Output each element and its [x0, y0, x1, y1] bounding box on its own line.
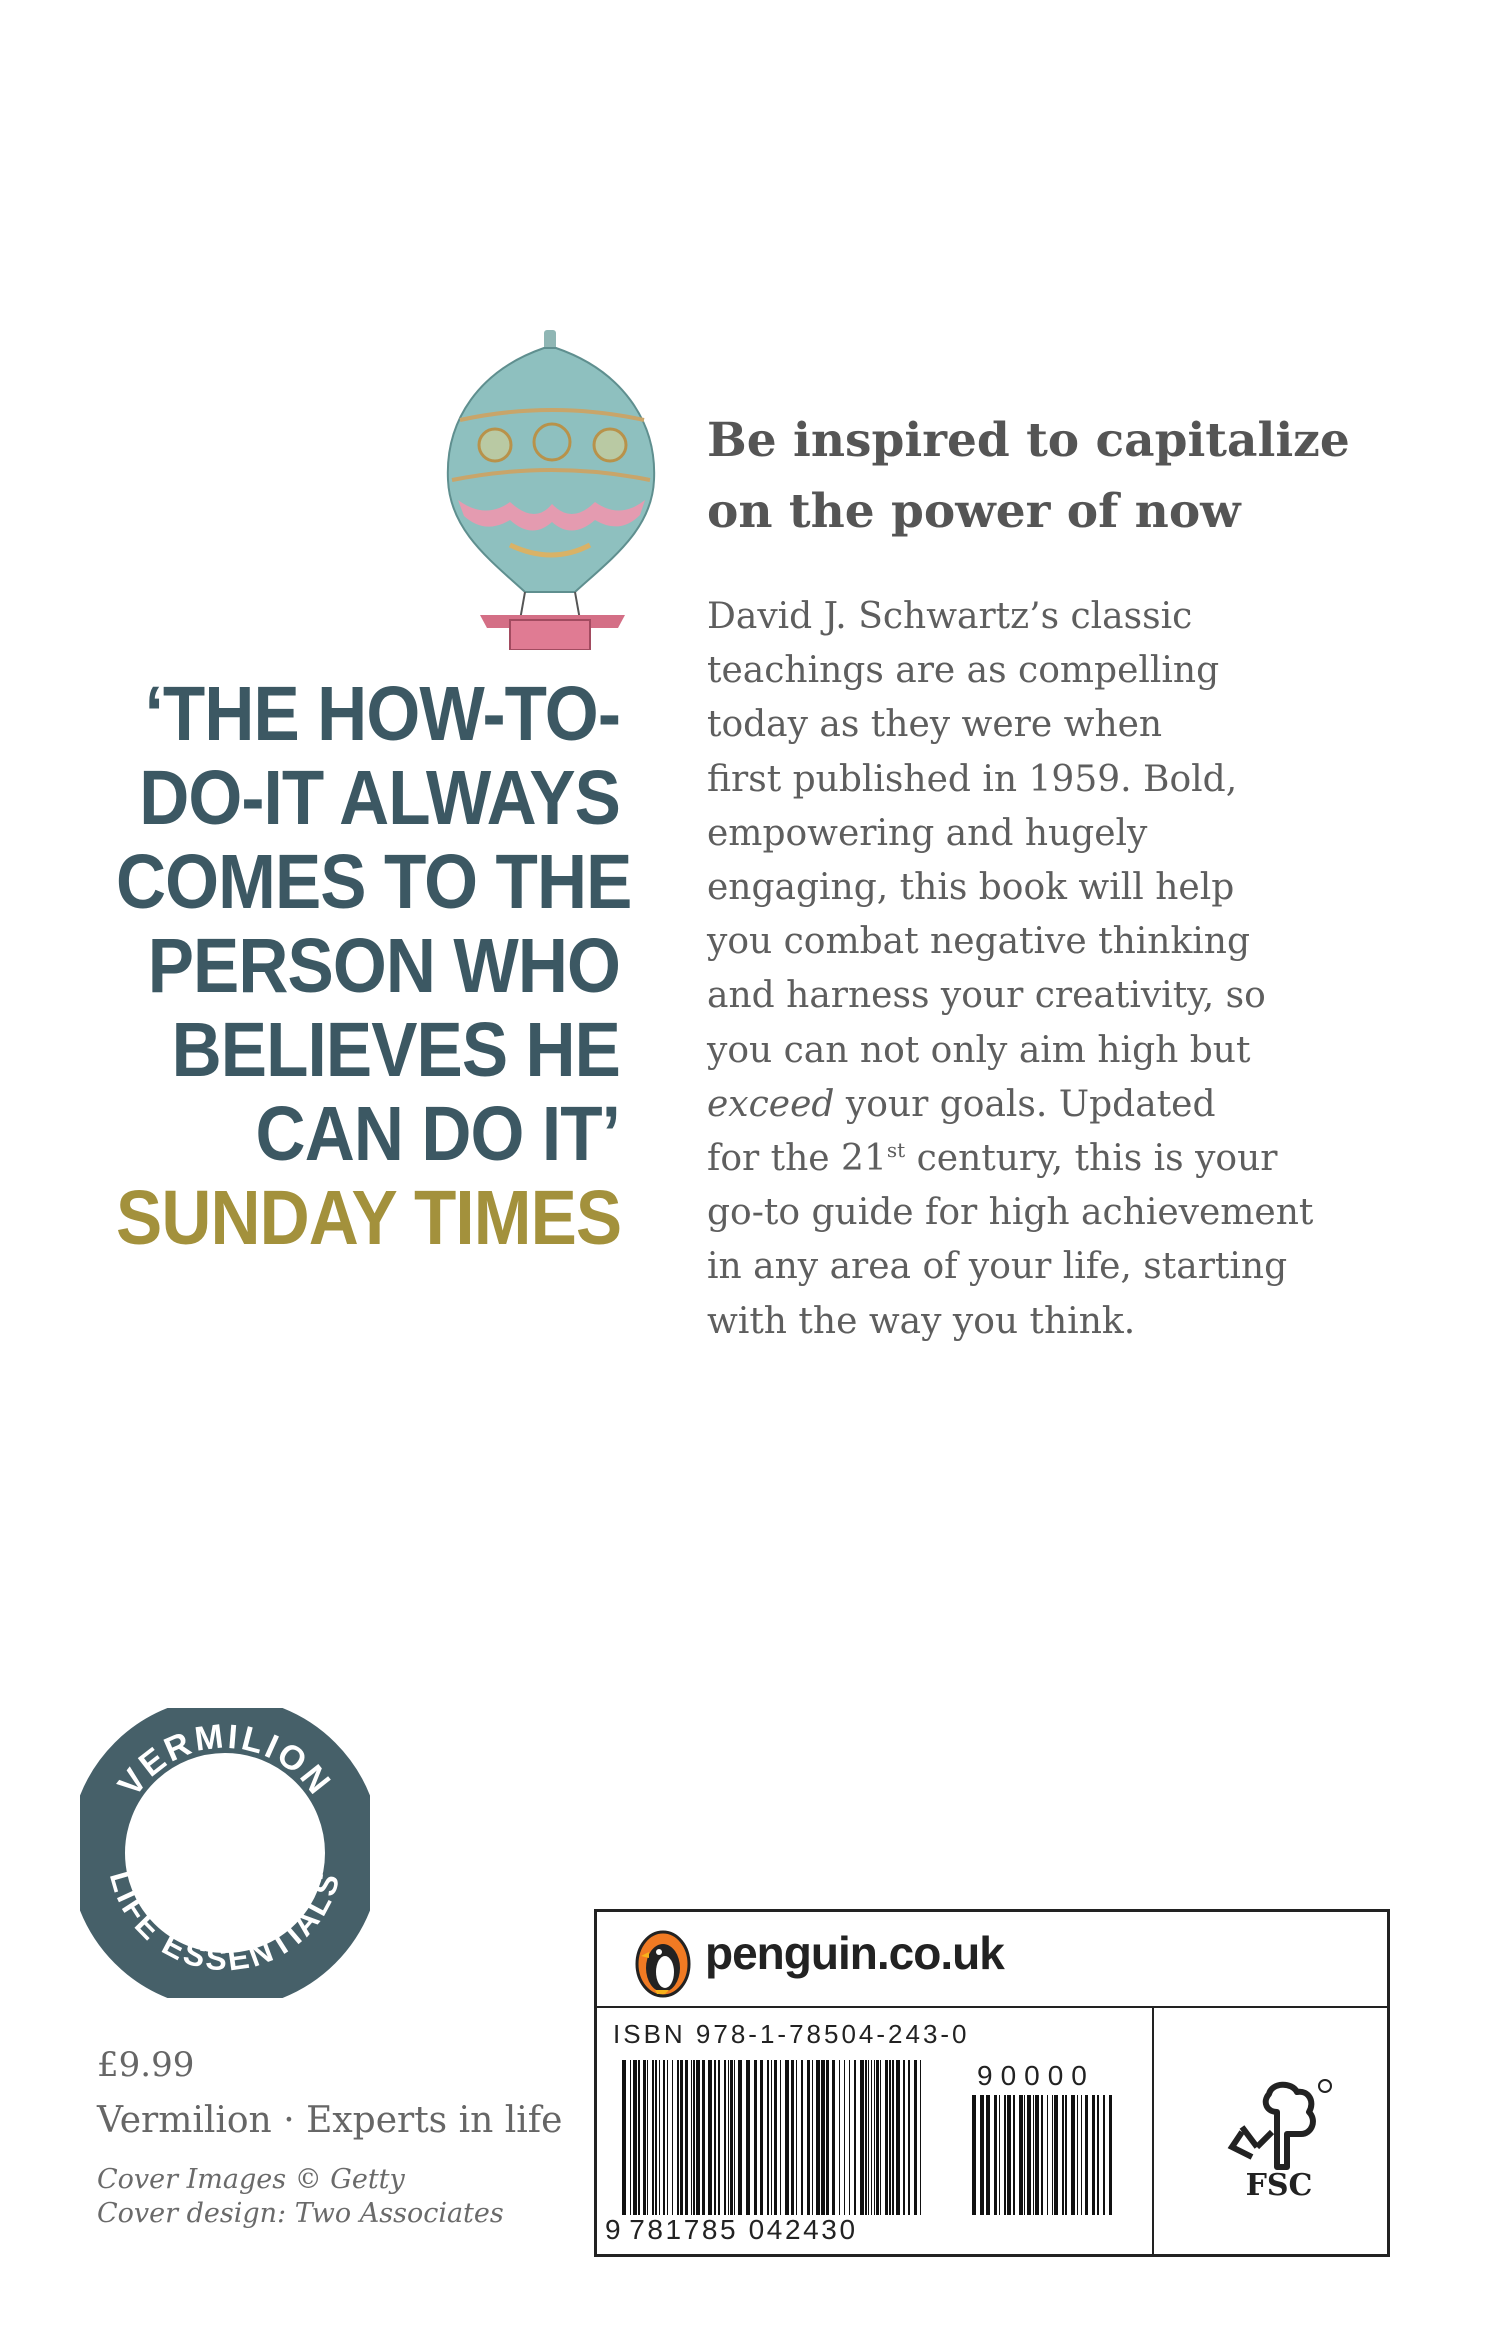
barcode-bar [780, 2060, 781, 2215]
blurb-line: you combat negative thinking [707, 921, 1251, 963]
barcode-bar [691, 2060, 692, 2215]
quote-line: DO-IT ALWAYS [139, 755, 620, 841]
barcode-bar [724, 2060, 726, 2215]
barcode-bar [659, 2060, 660, 2215]
hot-air-balloon-illustration [440, 330, 665, 650]
blurb-line: you can not only aim high but [707, 1029, 1251, 1071]
barcode-bar [696, 2060, 700, 2215]
blurb-line [707, 1132, 1357, 1186]
cover-credits [97, 2163, 504, 2231]
blurb-line: with the way you think. [707, 1300, 1136, 1342]
barcode-bar [622, 2060, 626, 2215]
blurb-emphasis: exceed [707, 1083, 835, 1125]
barcode-bar [914, 2060, 917, 2215]
headline [707, 405, 1350, 547]
headline-line: Be inspired to capitalize [707, 413, 1350, 468]
barcode-bar [638, 2060, 640, 2215]
barcode-bar [1065, 2095, 1067, 2215]
publisher-bar [597, 1912, 1387, 2008]
barcode-bar [1013, 2095, 1015, 2215]
blurb-line: teachings are as compelling [707, 650, 1220, 692]
barcode-bar [1103, 2095, 1105, 2215]
barcode-bar [771, 2060, 772, 2215]
penguin-icon [635, 1930, 691, 1998]
barcode-bar [718, 2060, 720, 2215]
barcode-bar [677, 2060, 679, 2215]
barcode-bar [630, 2060, 631, 2215]
barcode-bar [868, 2060, 869, 2215]
barcode-bar [889, 2060, 891, 2215]
barcode-bar [880, 2060, 881, 2215]
barcode-bar [1092, 2095, 1095, 2215]
barcode-bar [844, 2060, 845, 2215]
barcode-bar [1035, 2095, 1039, 2215]
barcode-bar [708, 2060, 712, 2215]
barcode-bar [774, 2060, 777, 2215]
barcode-bar [994, 2095, 997, 2215]
blurb-line [707, 1078, 1357, 1132]
vermilion-life-essentials-badge [80, 1708, 370, 1998]
design-credit: Cover design: Two Associates [97, 2198, 504, 2229]
barcode-bar [1062, 2095, 1064, 2215]
blurb-line: and harness your creativity, so [707, 975, 1266, 1017]
blurb-line-part: century, this is your [905, 1138, 1278, 1180]
price-addon-code: 90000 [977, 2060, 1095, 2091]
publisher-website: penguin.co.uk [705, 1927, 1004, 1979]
barcode-bar [693, 2060, 695, 2215]
barcode-bar [821, 2060, 825, 2215]
barcode-bar [816, 2060, 820, 2215]
barcode-digits [605, 2214, 858, 2246]
barcode-bar [685, 2060, 688, 2215]
barcode-bar [714, 2060, 716, 2215]
barcode-bar [730, 2060, 733, 2215]
barcode-bar [999, 2095, 1000, 2215]
fsc-label: FSC [1245, 2168, 1313, 2203]
image-credit: Cover Images © Getty [97, 2164, 405, 2195]
barcode-bar [1024, 2095, 1025, 2215]
barcode-panel [594, 1909, 1390, 2257]
barcode-bar [1041, 2095, 1043, 2215]
barcode-bar [702, 2060, 705, 2215]
barcode-bar [885, 2060, 888, 2215]
blurb-line: engaging, this book will help [707, 867, 1235, 909]
barcode-bar [1071, 2095, 1075, 2215]
badge-top-text: VERMILION [110, 1717, 340, 1804]
barcode-bar [1077, 2095, 1078, 2215]
blurb-line: empowering and hugely [707, 812, 1148, 854]
badge-bottom-text: LIFE ESSENTIALS [102, 1866, 348, 1978]
barcode-bar [896, 2060, 900, 2215]
blurb-line-part: for the 21 [707, 1138, 887, 1180]
barcode-bar [663, 2060, 665, 2215]
blurb-line: in any area of your life, starting [707, 1246, 1288, 1288]
barcode-bar [734, 2060, 735, 2215]
barcode-bar [655, 2060, 657, 2215]
price: £9.99 [97, 2045, 195, 2085]
barcode-bar [1081, 2095, 1082, 2215]
blurb-text [707, 590, 1357, 1349]
barcode-number: 781785 042430 [629, 2214, 858, 2245]
barcode-bar [807, 2060, 810, 2215]
barcode-bar [680, 2060, 683, 2215]
barcode-bar [1033, 2095, 1034, 2215]
isbn-barcode [622, 2060, 922, 2215]
barcode-bar [972, 2095, 976, 2215]
barcode-bar [796, 2060, 797, 2215]
barcode-bar [738, 2060, 742, 2215]
barcode-bar [874, 2060, 875, 2215]
barcode-bar [672, 2060, 673, 2215]
blurb-line-rest: your goals. Updated [834, 1083, 1216, 1125]
barcode-bar [767, 2060, 769, 2215]
isbn-label: ISBN 978-1-78504-243-0 [613, 2019, 970, 2049]
barcode-bar [832, 2060, 835, 2215]
barcode-bar [812, 2060, 813, 2215]
blurb-line: today as they were when [707, 704, 1163, 746]
barcode-bar [980, 2095, 984, 2215]
barcode-bar [801, 2060, 803, 2215]
quote-line: PERSON WHO [147, 923, 620, 1009]
barcode-bar [652, 2060, 654, 2215]
barcode-lead-digit: 9 [605, 2214, 624, 2245]
barcode-bar [760, 2060, 763, 2215]
barcode-bar [754, 2060, 757, 2215]
barcode-bar [871, 2060, 872, 2215]
barcode-bar [1027, 2095, 1031, 2215]
quote-source: SUNDAY TIMES [116, 1175, 622, 1261]
barcode-bar [865, 2060, 867, 2215]
quote-line: ‘THE HOW-TO- [144, 671, 620, 757]
barcode-bar [920, 2060, 921, 2215]
barcode-bar [876, 2060, 879, 2215]
barcode-bar [854, 2060, 856, 2215]
quote-line: CAN DO IT’ [255, 1091, 620, 1177]
barcode-bar [986, 2095, 990, 2215]
addon-barcode [972, 2095, 1112, 2215]
barcode-bar [728, 2060, 729, 2215]
quote-line: COMES TO THE [116, 839, 632, 925]
barcode-bar [1054, 2095, 1058, 2215]
barcode-bar [849, 2060, 850, 2215]
barcode-bar [633, 2060, 637, 2215]
barcode-bar [785, 2060, 789, 2215]
barcode-bar [667, 2060, 668, 2215]
barcode-bar [1109, 2095, 1112, 2215]
barcode-bar [791, 2060, 794, 2215]
barcode-bar [903, 2060, 905, 2215]
imprint-tagline: Vermilion · Experts in life [97, 2100, 563, 2141]
barcode-bar [1047, 2095, 1048, 2215]
barcode-bar [746, 2060, 750, 2215]
barcode-bar [1097, 2095, 1099, 2215]
blurb-line: David J. Schwartz’s classic [707, 596, 1193, 637]
barcode-bar [647, 2060, 648, 2215]
pull-quote [116, 671, 632, 1261]
barcode-bar [1004, 2095, 1006, 2215]
blurb-line: first published in 1959. Bold, [707, 758, 1238, 800]
barcode-bar [1019, 2095, 1023, 2215]
quote-line: BELIEVES HE [171, 1007, 620, 1093]
barcode-bar [1007, 2095, 1011, 2215]
blurb-line: go-to guide for high achievement [707, 1192, 1314, 1234]
barcode-bar [892, 2060, 894, 2215]
barcode-bar [839, 2060, 840, 2215]
barcode-bar [643, 2060, 646, 2215]
blurb-superscript: st [886, 1138, 906, 1163]
barcode-bar [826, 2060, 829, 2215]
barcode-bar [908, 2060, 910, 2215]
barcode-bar [1052, 2095, 1053, 2215]
headline-line: on the power of now [707, 484, 1241, 539]
barcode-bar [860, 2060, 864, 2215]
barcode-bar [1085, 2095, 1088, 2215]
barcode-divider [1152, 2008, 1154, 2257]
